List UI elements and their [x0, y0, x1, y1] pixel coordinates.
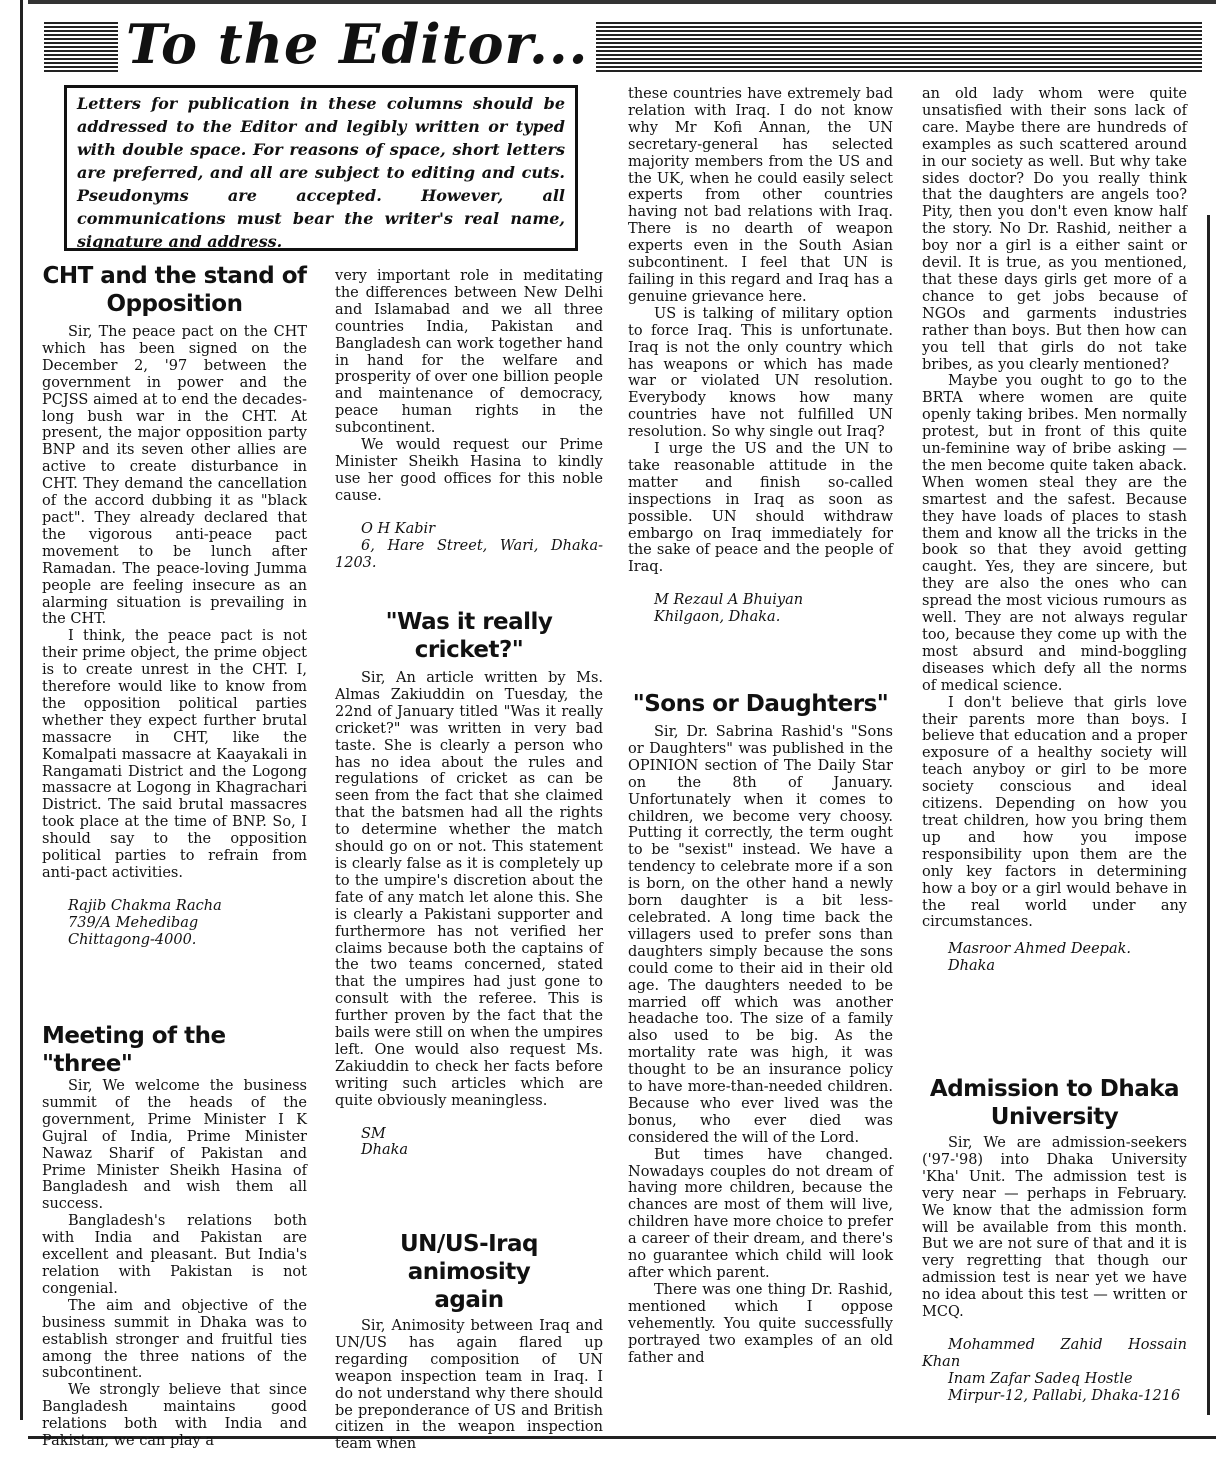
paragraph: Sir, Animosity between Iraq and UN/US has again flared up regarding composition of UN weapon inspection team in Iraq. I do not understand why there should be preponderance of US and British citizen in the weapon inspection team when [335, 1318, 603, 1453]
paragraph: I think, the peace pact is not their prime object, the prime object is to create unrest in the CHT. I, therefore would like to know from the opposition political parties whether they expect further brutal massacre in CHT, like the Komalpati massacre at Kaayakali in Rangamati District and the Logong massacre at Logong in Khagrachari District. The said brutal massacres took place at the time of BNP. So, I should say to the opposition political parties to refrain from anti-pact activities. [42, 628, 307, 881]
signature-line: O H Kabir [361, 520, 436, 537]
paragraph: US is talking of military option to force Iraq. This is unfortunate. Iraq is not the only country which has weapons or which has made war or violated UN resolution. Everybody knows how many countries have not fulfilled UN resolution. So why single out Iraq? [628, 305, 893, 441]
signature-line: Dhaka [361, 1142, 409, 1159]
paragraph: But times have changed. Nowadays couples do not dream of having more children, because the chances are most of them will live, children have more choice to prefer a career of their dream, and there's no guarantee which child will look after which parent. [628, 1146, 893, 1281]
signature-line: Chittagong-4000. [68, 931, 197, 948]
right-column-rule [1207, 215, 1210, 1415]
paragraph: Sir, We are admission-seekers ('97-'98) into Dhaka University 'Kha' Unit. The admission test is very near — perhaps in February. We know that the admission form will be available from this month. But we are not sure of that and it is very regretting that though our admission test is near yet we have no idea about this test — written or MCQ. [922, 1135, 1187, 1321]
letter-three-continued [335, 268, 603, 571]
letter-admission [922, 1075, 1187, 1435]
paragraph: very important role in meditating the differences between New Delhi and Islamabad and we all three countries India, Pakistan and Bangladesh can work together hand in hand for the welfare and prosperity of over one billion people and maintenance of democracy, peace human rights in the subcontinent. [335, 268, 603, 437]
signature-line: Mohammed Zahid Hossain Khan [922, 1336, 1187, 1370]
letter-iraq [335, 1230, 603, 1453]
letter-iraq-continued [628, 86, 893, 626]
signature-line: Rajib Chakma Racha [68, 897, 222, 914]
paragraph: There was one thing Dr. Rashid, mentioned which I oppose vehemently. You quite successfully portrayed two examples of an old father and [628, 1281, 893, 1366]
paragraph: We strongly believe that since Bangladesh maintains good relations both with India and Pakistan, we can play a [42, 1382, 307, 1450]
paragraph: Maybe you ought to go to the BRTA where women are quite openly taking bribes. Men normally protest, but in front of this quite un-feminine way of bribe asking — the men become quite taken aback. When women steal they are the smartest and the safest. Because they have loads of places to stash them and know all the tricks in the book so that they avoid getting caught. Yes, they are sincere, but they are also the ones who can spread the most vicious rumours as well. They are not always regular too, because they come up with the most absurd and mind-boggling diseases which defy all the norms of medical science. [922, 373, 1187, 694]
signature-line: Mirpur-12, Pallabi, Dhaka-1216 [948, 1387, 1181, 1404]
paragraph: these countries have extremely bad relation with Iraq. I do not know why Mr Kofi Annan, the UN secretary-general has selected majority members from the US and the UK, when he could easily select experts from other countries having not bad relations with Iraq. There is no dearth of weapon experts even in the South Asian subcontinent. I feel that UN is failing in this regard and Iraq has a genuine grievance here. [628, 86, 893, 305]
headline-sons: "Sons or Daughters" [632, 691, 889, 717]
signature-line: SM [361, 1125, 386, 1142]
letter-sons-continued [922, 86, 1187, 975]
left-column-rule [20, 0, 23, 1420]
letter-cricket [335, 608, 603, 1159]
paragraph: an old lady whom were quite unsatisfied with their sons lack of care. Maybe there are hundreds of examples as such scattered around in our society as well. But why take sides doctor? Do you really think that the daughters are angels too? Pity, then you don't even know half the story. No Dr. Rashid, neither a boy nor a girl is a either saint or devil. It is true, as you mentioned, that these days girls get more of a chance to get jobs because of NGOs and garments industries rather than boys. But then how can you tell that girls do not take bribes, as you clearly mentioned? [922, 86, 1187, 373]
paragraph: Sir, We welcome the business summit of the heads of the government, Prime Minister I K Gujral of India, Prime Minister Nawaz Sharif of Pakistan and Prime Minister Sheikh Hasina of Bangladesh and wish them all success. [42, 1078, 307, 1213]
signature-line: 739/A Mehedibag [68, 914, 199, 931]
headline-three: Meeting of the "three" [42, 1023, 226, 1077]
paragraph: I urge the US and the UN to take reasonable attitude in the matter and finish so-called inspections in Iraq as soon as possible. UN should withdraw embargo on Iraq immediately for the sake of peace and the people of Iraq. [628, 441, 893, 576]
paragraph: The aim and objective of the business summit in Dhaka was to establish stronger and fruitful ties among the three nations of the subcontinent. [42, 1297, 307, 1382]
headline-iraq: UN/US-Iraq animosity again [400, 1231, 538, 1313]
paragraph: Bangladesh's relations both with India and Pakistan are excellent and pleasant. But India's relation with Pakistan is not congenial. [42, 1213, 307, 1297]
headline-cricket: "Was it really cricket?" [385, 609, 553, 663]
paragraph: Sir, An article written by Ms. Almas Zakiuddin on Tuesday, the 22nd of January titled "Was it really cricket?" was written in very bad taste. She is clearly a person who has no idea about the rules and regulations of cricket as can be seen from the fact that she claimed that the batsmen had all the rights to determine whether the match should go on or not. This statement is clearly false as it is completely up to the umpire's discretion about the fate of any match let alone this. She is clearly a Pakistani supporter and furthermore has not verified her claims because both the captains of the two teams concerned, stated that the umpires had just gone to consult with the referee. This is further proven by the fact that the bails were still on when the umpires left. One would also request Ms. Zakiuddin to check her facts before writing such articles which are quite obviously meaningless. [335, 670, 603, 1109]
signature-line: Masroor Ahmed Deepak. [948, 941, 1132, 958]
paragraph: Sir, The peace pact on the CHT which has been signed on the December 2, '97 between the government in power and the PCJSS aimed at to end the decades-long bush war in the CHT. At present, the major opposition party BNP and its seven other allies are active to create disturbance in CHT. They demand the cancellation of the accord dubbing it as "black pact". They already declared that the vigorous anti-peace pact movement to be lunch after Ramadan. The peace-loving Jumma people are feeling insecure as an alarming situation is prevailing in the CHT. [42, 324, 307, 628]
signature-line: 6, Hare Street, Wari, Dhaka-1203. [335, 537, 603, 571]
masthead-title: To the Editor... [118, 14, 596, 74]
signature-line: Inam Zafar Sadeq Hostle [948, 1370, 1133, 1387]
editor-notice: Letters for publication in these columns should be addressed to the Editor and legibly written or typed with double space. For reasons of space, short letters are preferred, and all are subject to editing and cuts. Pseudonyms are accepted. However, all communications must bear the writer's real name, signature and address. [64, 85, 578, 251]
paragraph: We would request our Prime Minister Sheikh Hasina to kindly use her good offices for this noble cause. [335, 437, 603, 504]
headline-cht: CHT and the stand of Opposition [42, 263, 307, 317]
letter-three [42, 1022, 307, 1450]
letter-sons [628, 690, 893, 1430]
signature-line: Khilgaon, Dhaka. [654, 609, 781, 626]
headline-admission: Admission to Dhaka University [929, 1076, 1180, 1130]
signature-line: M Rezaul A Bhuiyan [654, 592, 804, 609]
top-rule [28, 0, 1216, 4]
letter-cht [42, 262, 307, 949]
paragraph: I don't believe that girls love their parents more than boys. I believe that education and a proper exposure of a healthy society will teach anyboy or girl to be more society conscious and ideal citizens. Depending on how you treat children, how you bring them up and how you impose responsibility upon them are the only key factors in determining how a boy or a girl would behave in the real world under any circumstances. [922, 694, 1187, 931]
signature-line: Dhaka [948, 958, 996, 975]
paragraph: Sir, Dr. Sabrina Rashid's "Sons or Daughters" was published in the OPINION section of The Daily Star on the 8th of January. Unfortunately when it comes to children, we become very choosy. Putting it correctly, the term ought to be "sexist" instead. We have a tendency to celebrate more if a son is born, on the other hand a newly born daughter is a bit less-celebrated. A long time back the villagers used to prefer sons than daughters simply because the sons could come to their aid in their old age. The daughters needed to be married off which was another headache too. The size of a family also used to be big. As the mortality rate was high, it was thought to be an insurance policy to have more-than-needed children. Because who ever lived was the bonus, who ever died was considered the will of the Lord. [628, 724, 893, 1146]
